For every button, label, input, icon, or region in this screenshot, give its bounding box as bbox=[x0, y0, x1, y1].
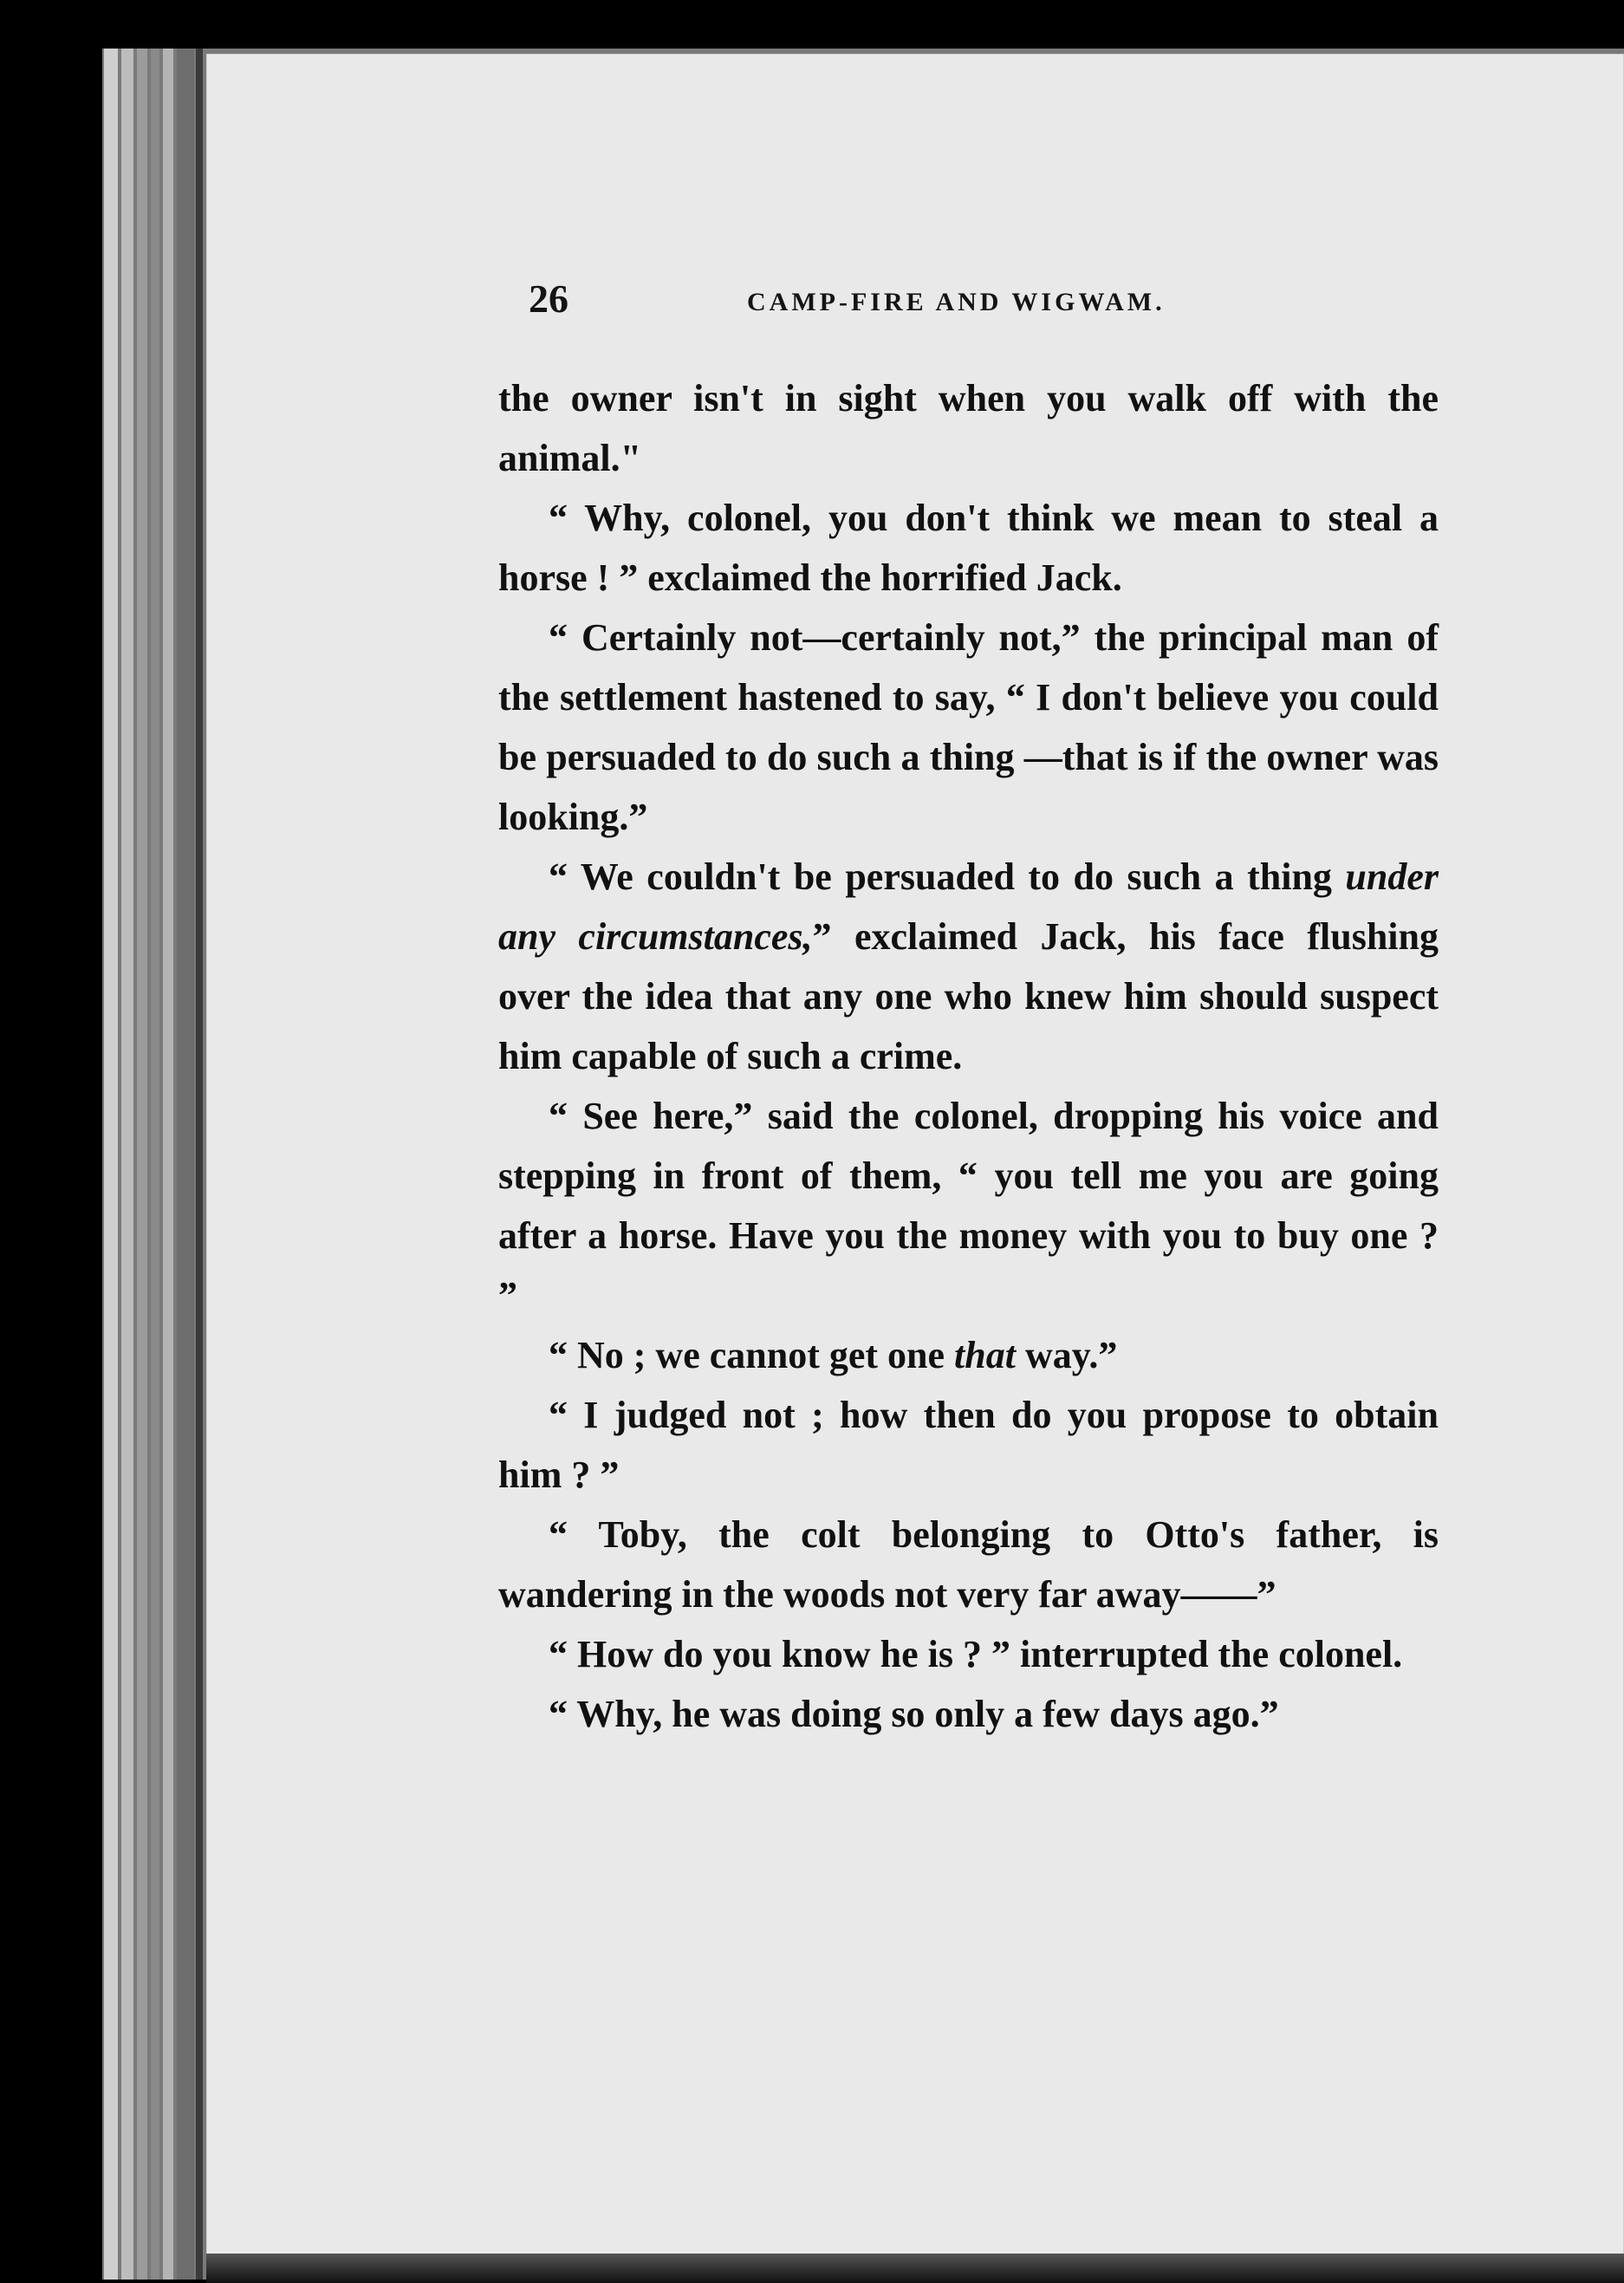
italic-text: under any circumstances, bbox=[498, 855, 1439, 958]
text-run: “ I judged not ; how then do you propose to obtain him ? ” bbox=[498, 1394, 1439, 1496]
page-edge bbox=[163, 49, 173, 2280]
text-run: the owner isn't in sight when you walk off with the animal." bbox=[498, 377, 1439, 479]
page-edge bbox=[177, 49, 194, 2280]
text-run: “ We couldn't be persuaded to do such a thing bbox=[549, 855, 1346, 898]
page-edge bbox=[151, 49, 159, 2280]
running-head: CAMP-FIRE AND WIGWAM. bbox=[747, 288, 1166, 316]
text-run: “ Toby, the colt belonging to Otto's father, is wandering in the woods not very far away——” bbox=[498, 1513, 1439, 1616]
paragraph bbox=[498, 847, 1439, 1086]
paragraph bbox=[498, 1325, 1439, 1385]
paragraph bbox=[498, 1505, 1439, 1624]
text-run: way.” bbox=[1015, 1334, 1118, 1376]
paragraph bbox=[498, 1385, 1439, 1505]
text-run: “ No ; we cannot get one bbox=[549, 1334, 955, 1376]
paragraph bbox=[498, 488, 1439, 608]
paragraph bbox=[498, 608, 1439, 847]
scan-border-top bbox=[0, 0, 1624, 52]
page-bottom-shadow bbox=[206, 2254, 1624, 2283]
body-text bbox=[498, 368, 1439, 1744]
text-run: “ Certainly not—certainly not,” the principal man of the settlement hastened to say, “ I don't believe you could be persuaded to do such a thing —that is if the owner was looking.” bbox=[498, 616, 1439, 838]
text-run: ” exclaimed Jack, his face flushing over the idea that any one who knew him should suspect him capable of such a crime. bbox=[498, 915, 1439, 1077]
paragraph bbox=[498, 1624, 1439, 1684]
page-edge bbox=[196, 49, 203, 2280]
text-run: “ See here,” said the colonel, dropping his voice and stepping in front of them, “ you tell me you are going after a horse. Have you the money with you to buy one ? ” bbox=[498, 1095, 1439, 1317]
page-number: 26 bbox=[529, 276, 568, 321]
page-edge bbox=[104, 49, 118, 2280]
text-run: “ How do you know he is ? ” interrupted the colonel. bbox=[549, 1633, 1403, 1675]
italic-text: that bbox=[954, 1334, 1016, 1376]
paragraph bbox=[498, 1684, 1439, 1744]
paragraph bbox=[498, 368, 1439, 488]
page-edge bbox=[121, 49, 133, 2280]
page-header bbox=[529, 276, 1395, 336]
text-run: “ Why, he was doing so only a few days ago.” bbox=[549, 1693, 1279, 1735]
text-run: “ Why, colonel, you don't think we mean to steal a horse ! ” exclaimed the horrified Jack. bbox=[498, 497, 1439, 599]
paragraph bbox=[498, 1086, 1439, 1325]
page-edge bbox=[137, 49, 147, 2280]
